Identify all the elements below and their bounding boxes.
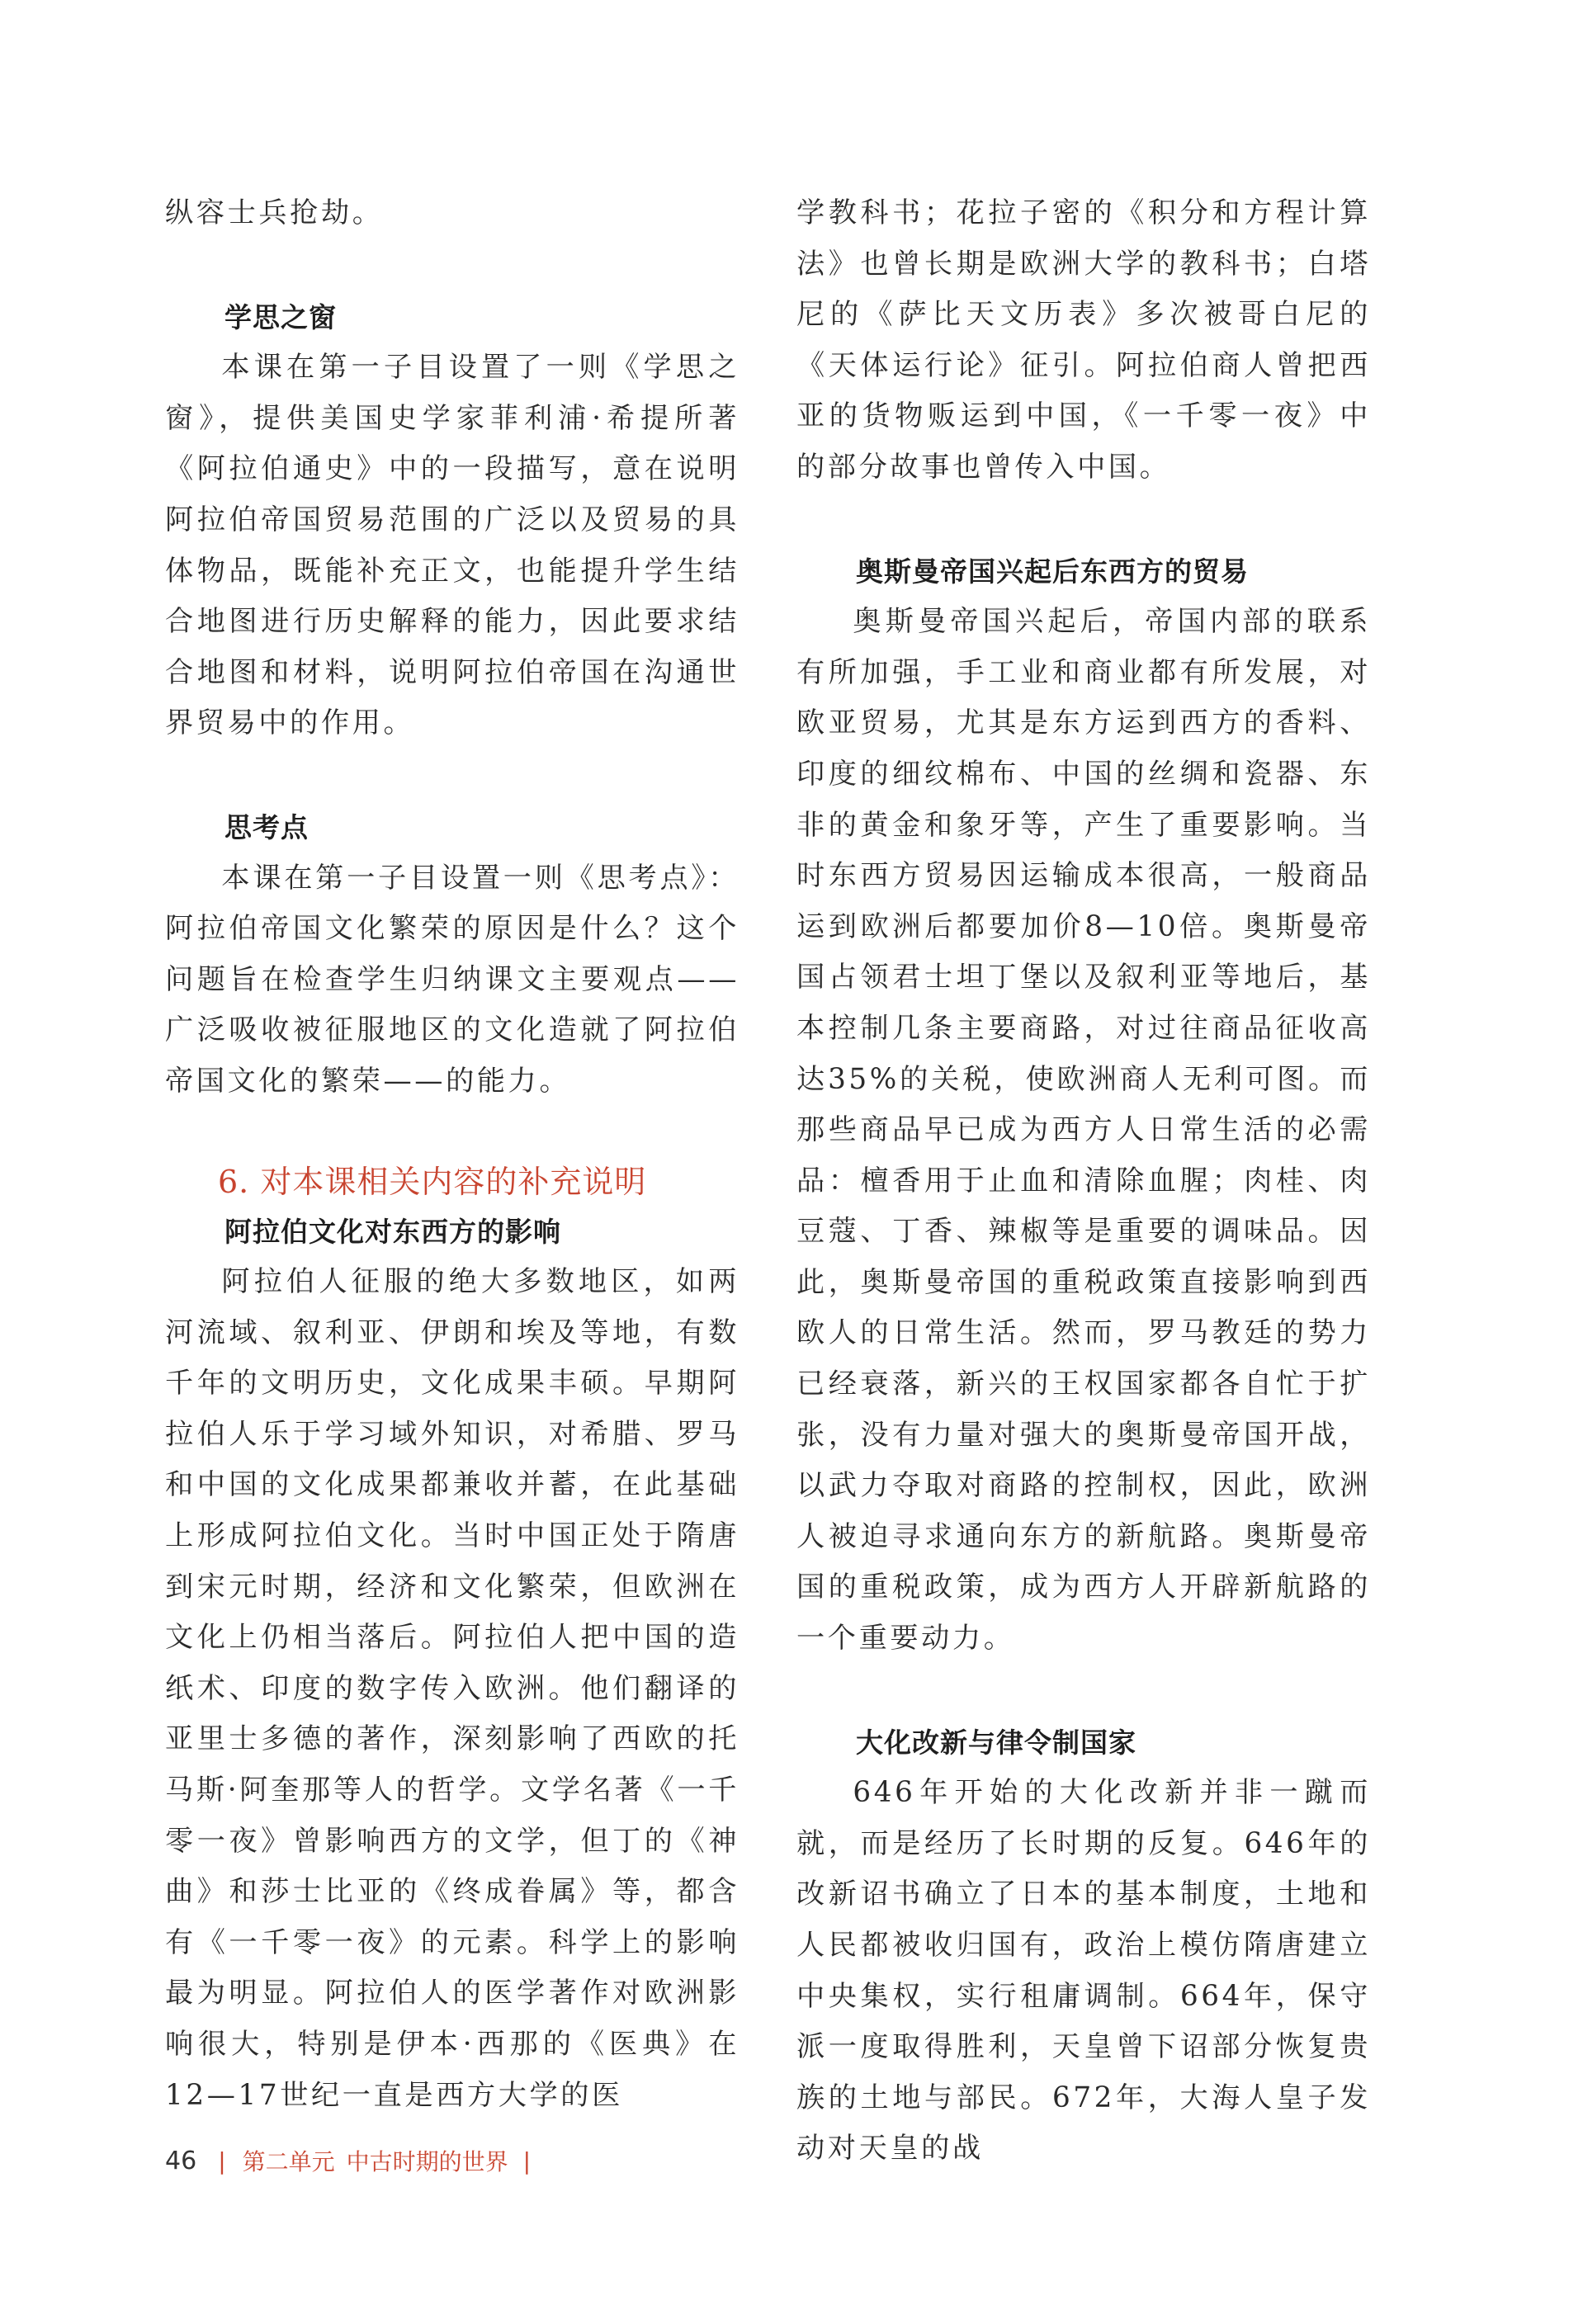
heading-taika-reform: 大化改新与律令制国家: [856, 1726, 1136, 1759]
continued-paragraph: 纵容士兵抢劫。: [165, 196, 384, 229]
unit-label: 第二单元: [242, 2148, 335, 2175]
heading-ottoman-trade: 奥斯曼帝国兴起后东西方的贸易: [856, 555, 1249, 588]
paragraph-sikao: 本课在第一子目设置一则《思考点》：阿拉伯帝国文化繁荣的原因是什么？这个问题旨在检查学生归纳课文主要观点——广泛吸收被征服地区的文化造就了阿拉伯帝国文化的繁荣——的能力。: [165, 861, 740, 1098]
heading-sikao: 思考点: [224, 810, 309, 843]
heading-arab-influence: 阿拉伯文化对东西方的影响: [224, 1215, 561, 1248]
left-column: [165, 188, 740, 2121]
paragraph-ottoman-trade: 奥斯曼帝国兴起后，帝国内部的联系有所加强，手工业和商业都有所发展，对欧亚贸易，尤其是东方运到西方的香料、印度的细纹棉布、中国的丝绸和瓷器、东非的黄金和象牙等，产生了重要影响。当时东西方贸易因运输成本很高，一般商品运到欧洲后都要加价8—10倍。奥斯曼帝国占领君士坦丁堡以及叙利亚等地后，基本控制几条主要商路，对过往商品征收高达35%的关税，使欧洲商人无利可图。而那些商品早已成为西方人日常生活的必需品：檀香用于止血和清除血腥；肉桂、肉豆蔻、丁香、辣椒等是重要的调味品。因此，奥斯曼帝国的重税政策直接影响到西欧人的日常生活。然而，罗马教廷的势力已经衰落，新兴的王权国家都各自忙于扩张，没有力量对强大的奥斯曼帝国开战，以武力夺取对商路的控制权，因此，欧洲人被迫寻求通向东方的新航路。奥斯曼帝国的重税政策，成为西方人开辟新航路的一个重要动力。: [796, 605, 1371, 1656]
right-column: [796, 188, 1371, 2175]
heading-xuesi: 学思之窗: [224, 300, 337, 333]
footer-separator-right: |: [522, 2147, 532, 2175]
page-number: 46: [165, 2146, 197, 2175]
footer-separator-left: |: [218, 2147, 226, 2175]
page-footer: [165, 2137, 531, 2184]
paragraph-arab-influence: 阿拉伯人征服的绝大多数地区，如两河流域、叙利亚、伊朗和埃及等地，有数千年的文明历史，文化成果丰硕。早期阿拉伯人乐于学习域外知识，对希腊、罗马和中国的文化成果都兼收并蓄，在此基础上形成阿拉伯文化。当时中国正处于隋唐到宋元时期，经济和文化繁荣，但欧洲在文化上仍相当落后。阿拉伯人把中国的造纸术、印度的数字传入欧洲。他们翻译的亚里士多德的著作，深刻影响了西欧的托马斯·阿奎那等人的哲学。文学名著《一千零一夜》曾影响西方的文学，但丁的《神曲》和莎士比亚的《终成眷属》等，都含有《一千零一夜》的元素。科学上的影响最为明显。阿拉伯人的医学著作对欧洲影响很大，特别是伊本·西那的《医典》在12—17世纪一直是西方大学的医: [165, 1265, 740, 2112]
paragraph-taika-reform: 646年开始的大化改新并非一蹴而就，而是经历了长时期的反复。646年的改新诏书确立了日本的基本制度，土地和人民都被收归国有，政治上模仿隋唐建立中央集权，实行租庸调制。664年，保守派一度取得胜利，天皇曾下诏部分恢复贵族的土地与部民。672年，大海人皇子发动对天皇的战: [796, 1776, 1371, 2166]
unit-title: 中古时期的世界: [346, 2148, 508, 2175]
section-6-title: 6. 对本课相关内容的补充说明: [218, 1163, 647, 1200]
paragraph-xuesi: 本课在第一子目设置了一则《学思之窗》，提供美国史学家菲利浦·希提所著《阿拉伯通史》中的一段描写，意在说明阿拉伯帝国贸易范围的广泛以及贸易的具体物品，既能补充正文，也能提升学生结合地图进行历史解释的能力，因此要求结合地图和材料，说明阿拉伯帝国在沟通世界贸易中的作用。: [165, 351, 740, 740]
continued-paragraph-right: 学教科书；花拉子密的《积分和方程计算法》也曾长期是欧洲大学的教科书；白塔尼的《萨比天文历表》多次被哥白尼的《天体运行论》征引。阿拉伯商人曾把西亚的货物贩运到中国，《一千零一夜》中的部分故事也曾传入中国。: [796, 196, 1371, 484]
